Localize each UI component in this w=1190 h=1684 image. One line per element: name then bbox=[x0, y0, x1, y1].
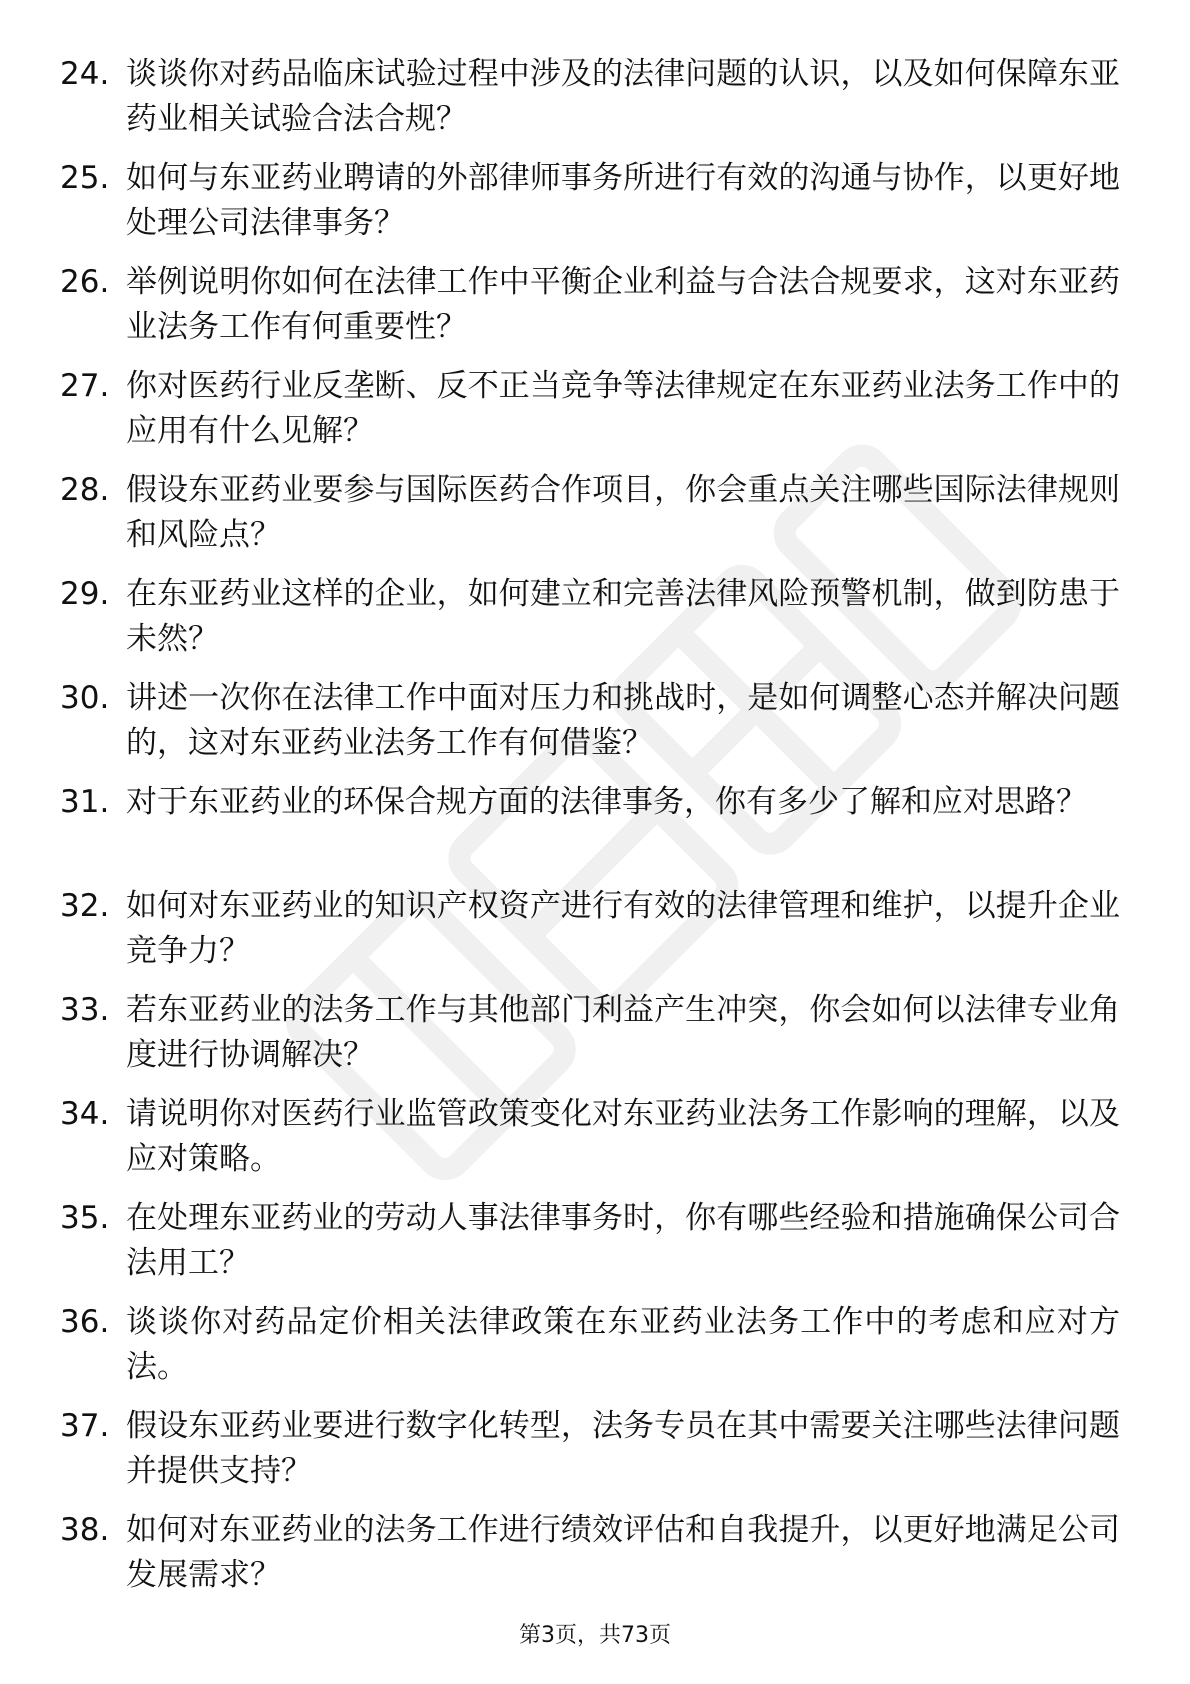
question-text: 对于东亚药业的环保合规方面的法律事务，你有多少了解和应对思路？ bbox=[126, 784, 1087, 820]
question-number: 27. bbox=[60, 368, 110, 404]
question-list bbox=[60, 52, 1120, 1612]
question-number: 24. bbox=[60, 56, 110, 92]
question-number: 28. bbox=[60, 472, 110, 508]
question-number: 26. bbox=[60, 264, 110, 300]
question-item-25 bbox=[60, 156, 1120, 260]
question-item-31 bbox=[60, 780, 1120, 884]
question-item-24 bbox=[60, 52, 1120, 156]
question-item-35 bbox=[60, 1196, 1120, 1300]
question-text: 在处理东亚药业的劳动人事法律事务时，你有哪些经验和措施确保公司合法用工？ bbox=[126, 1200, 1120, 1281]
question-text: 假设东亚药业要进行数字化转型，法务专员在其中需要关注哪些法律问题并提供支持？ bbox=[126, 1408, 1120, 1489]
question-item-28 bbox=[60, 468, 1120, 572]
question-text: 若东亚药业的法务工作与其他部门利益产生冲突，你会如何以法律专业角度进行协调解决？ bbox=[126, 992, 1120, 1073]
page-number-label: 第3页，共73页 bbox=[519, 1623, 671, 1648]
question-number: 32. bbox=[60, 888, 110, 924]
question-text: 谈谈你对药品定价相关法律政策在东亚药业法务工作中的考虑和应对方法。 bbox=[126, 1304, 1120, 1385]
question-text: 谈谈你对药品临床试验过程中涉及的法律问题的认识，以及如何保障东亚药业相关试验合法合规？ bbox=[126, 56, 1120, 137]
question-number: 34. bbox=[60, 1096, 110, 1132]
question-text: 如何与东亚药业聘请的外部律师事务所进行有效的沟通与协作，以更好地处理公司法律事务？ bbox=[126, 160, 1120, 241]
question-text: 假设东亚药业要参与国际医药合作项目，你会重点关注哪些国际法律规则和风险点？ bbox=[126, 472, 1120, 553]
question-item-38 bbox=[60, 1508, 1120, 1612]
question-item-29 bbox=[60, 572, 1120, 676]
question-item-36 bbox=[60, 1300, 1120, 1404]
question-text: 讲述一次你在法律工作中面对压力和挑战时，是如何调整心态并解决问题的，这对东亚药业法务工作有何借鉴？ bbox=[126, 680, 1120, 761]
question-text: 你对医药行业反垄断、反不正当竞争等法律规定在东亚药业法务工作中的应用有什么见解？ bbox=[126, 368, 1120, 449]
question-item-32 bbox=[60, 884, 1120, 988]
question-text: 如何对东亚药业的法务工作进行绩效评估和自我提升，以更好地满足公司发展需求？ bbox=[126, 1512, 1120, 1593]
question-number: 30. bbox=[60, 680, 110, 716]
question-number: 35. bbox=[60, 1200, 110, 1236]
question-item-33 bbox=[60, 988, 1120, 1092]
question-number: 37. bbox=[60, 1408, 110, 1444]
question-number: 33. bbox=[60, 992, 110, 1028]
question-item-37 bbox=[60, 1404, 1120, 1508]
question-number: 36. bbox=[60, 1304, 110, 1340]
question-text: 举例说明你如何在法律工作中平衡企业利益与合法合规要求，这对东亚药业法务工作有何重要性？ bbox=[126, 264, 1120, 345]
question-text: 在东亚药业这样的企业，如何建立和完善法律风险预警机制，做到防患于未然？ bbox=[126, 576, 1120, 657]
question-number: 29. bbox=[60, 576, 110, 612]
question-item-27 bbox=[60, 364, 1120, 468]
question-item-34 bbox=[60, 1092, 1120, 1196]
question-number: 38. bbox=[60, 1512, 110, 1548]
question-item-26 bbox=[60, 260, 1120, 364]
question-text: 如何对东亚药业的知识产权资产进行有效的法律管理和维护，以提升企业竞争力？ bbox=[126, 888, 1120, 969]
question-item-30 bbox=[60, 676, 1120, 780]
question-text: 请说明你对医药行业监管政策变化对东亚药业法务工作影响的理解，以及应对策略。 bbox=[126, 1096, 1120, 1177]
question-number: 25. bbox=[60, 160, 110, 196]
page-footer bbox=[0, 1622, 1190, 1650]
question-number: 31. bbox=[60, 784, 110, 820]
